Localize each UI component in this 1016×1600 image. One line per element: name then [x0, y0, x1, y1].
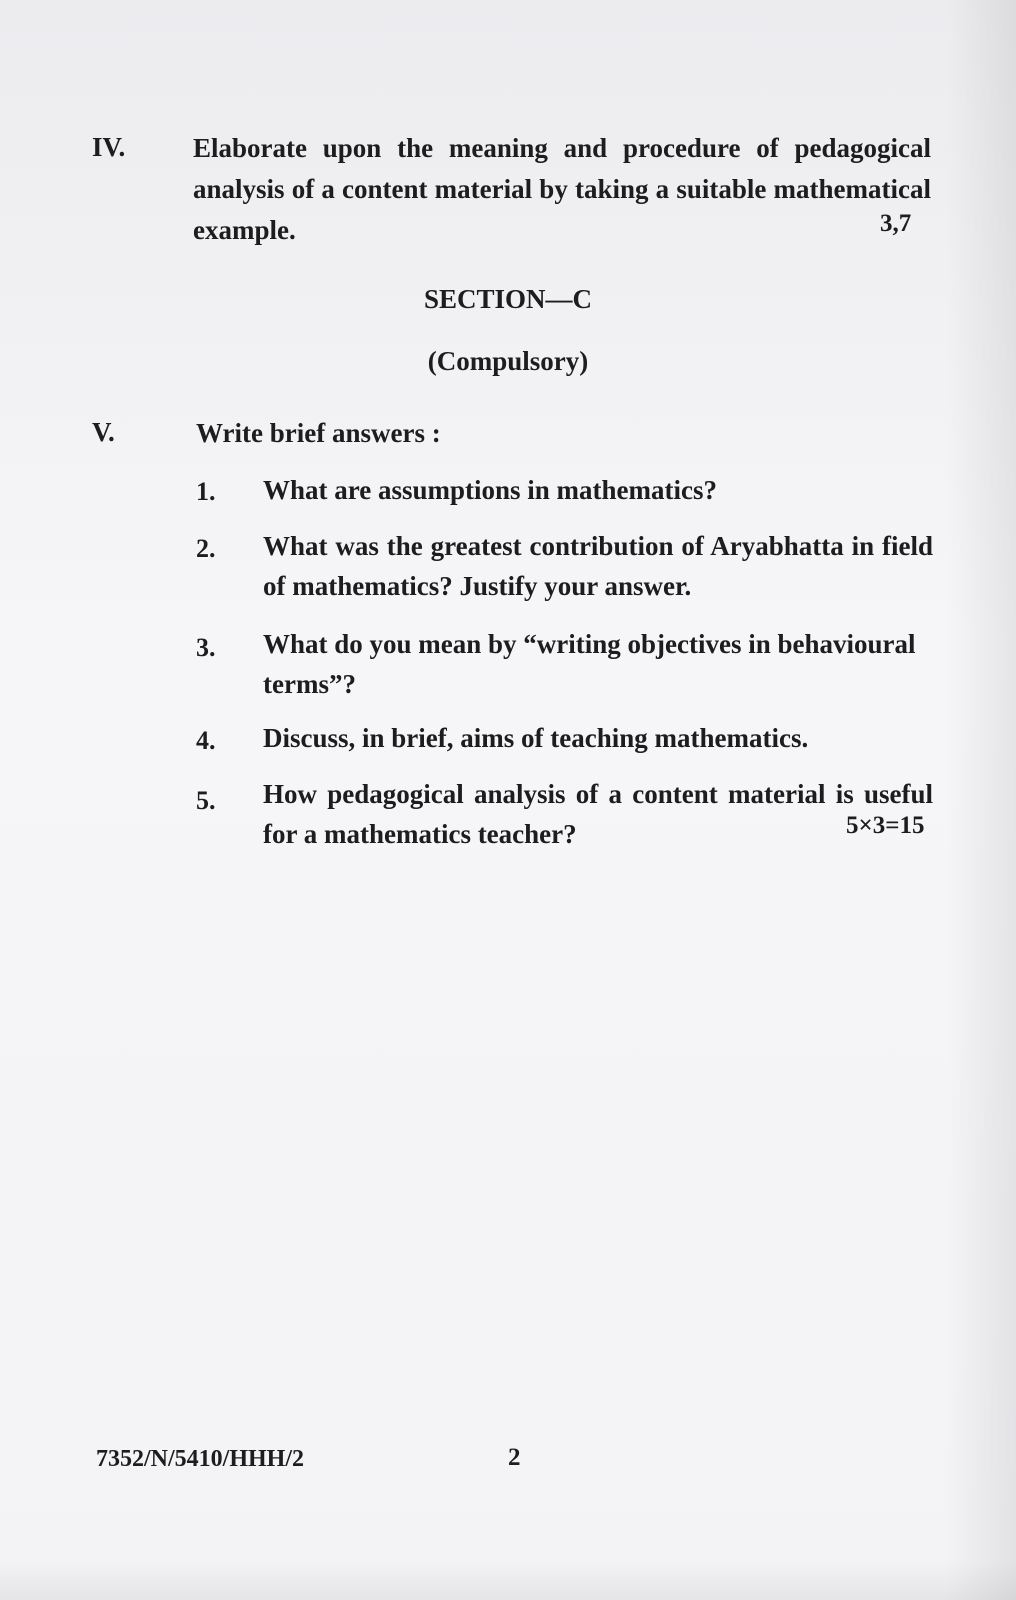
- list-item-number: 1.: [196, 477, 216, 506]
- question-v-instruction: Write brief answers :: [196, 418, 441, 448]
- list-item-text: What was the greatest contribution of Aryabhatta in field of mathematics? Justify your answer.: [263, 531, 933, 601]
- list-item-number: 4.: [196, 726, 216, 755]
- question-v-number: V.: [92, 417, 115, 447]
- list-item-number: 2.: [196, 534, 216, 563]
- list-item-text: Discuss, in brief, aims of teaching mathematics.: [263, 723, 809, 753]
- list-item-text: How pedagogical analysis of a content material is useful for a mathematics teacher?: [263, 779, 933, 849]
- page-bottom-shadow: [0, 1560, 1016, 1600]
- question-iv-marks: 3,7: [880, 210, 912, 237]
- section-c-subtitle: (Compulsory): [427, 346, 589, 376]
- question-iv-text: Elaborate upon the meaning and procedure of pedagogical analysis of a content material by taking a suitable mathematical example.: [193, 133, 931, 245]
- paper-code: 7352/N/5410/HHH/2: [96, 1446, 305, 1472]
- section-c-title: SECTION—C: [423, 284, 593, 314]
- list-item-number: 3.: [196, 633, 216, 662]
- page-number: 2: [508, 1444, 521, 1471]
- list-item-text: What do you mean by “writing objectives in behavioural terms”?: [263, 629, 916, 699]
- list-item-text: What are assumptions in mathematics?: [263, 475, 718, 505]
- list-item-number: 5.: [196, 786, 216, 815]
- question-v-marks: 5×3=15: [846, 812, 925, 839]
- page-edge-shadow: [946, 0, 1016, 1600]
- question-iv-number: IV.: [92, 132, 126, 162]
